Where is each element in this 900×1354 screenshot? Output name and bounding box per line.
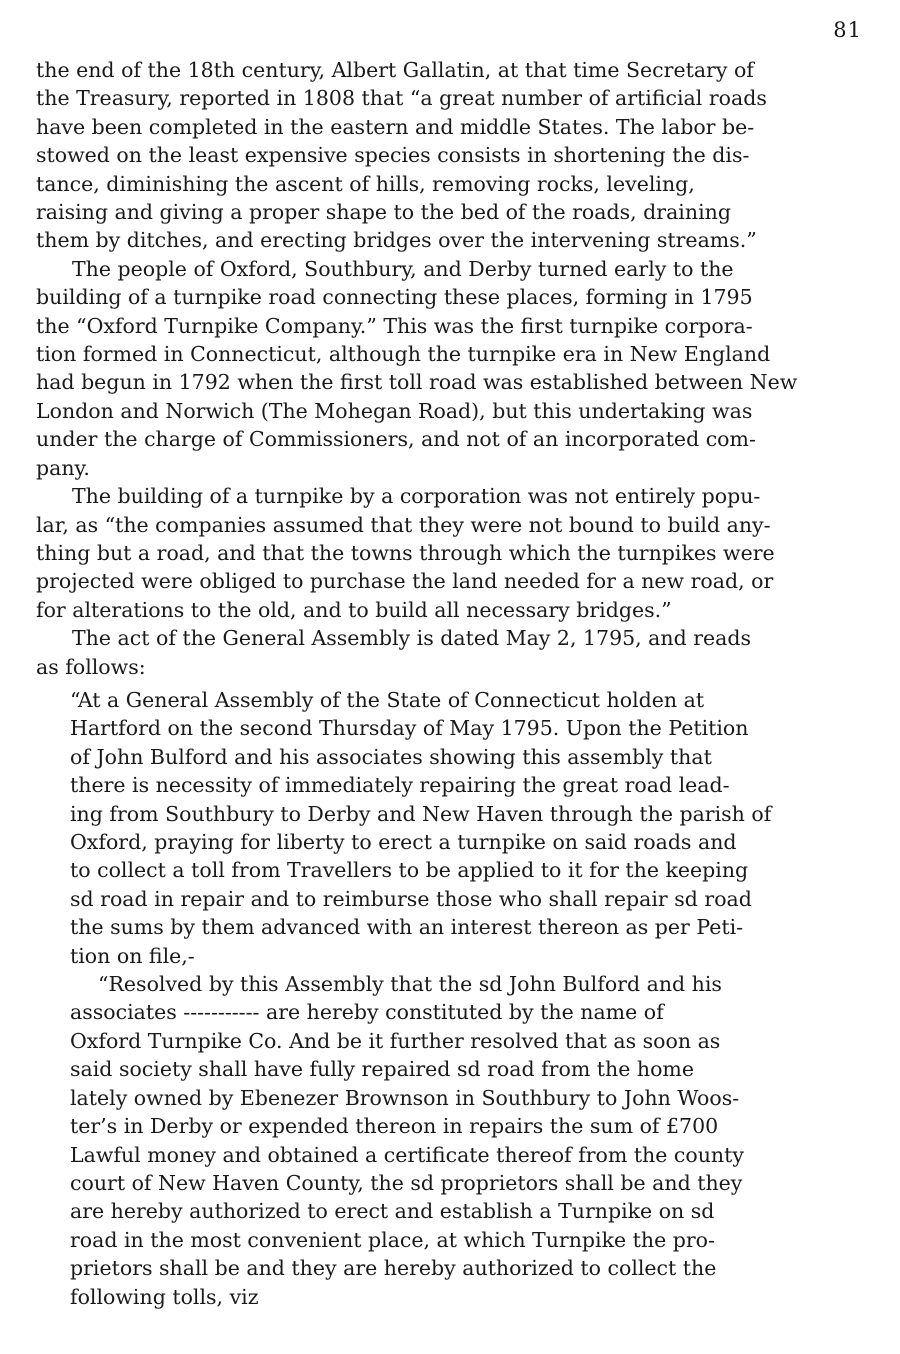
quoted-act-text	[70, 686, 870, 1311]
text-line: them by ditches, and erecting bridges over the intervening streams.”	[36, 228, 757, 253]
text-line: for alterations to the old, and to build all necessary bridges.”	[36, 597, 672, 622]
text-line: the Treasury, reported in 1808 that “a great number of artificial roads	[36, 86, 767, 111]
text-line: The people of Oxford, Southbury, and Derby turned early to the	[72, 256, 734, 281]
quote-line: sd road in repair and to reimburse those who shall repair sd road	[70, 886, 752, 911]
text-line: tion formed in Connecticut, although the turnpike era in New England	[36, 342, 771, 367]
text-line: building of a turnpike road connecting these places, forming in 1795	[36, 285, 753, 310]
quote-line: the sums by them advanced with an interest thereon as per Peti-	[70, 915, 744, 940]
quote-line: tion on file,-	[70, 943, 195, 968]
quote-line: ter’s in Derby or expended thereon in repairs the sum of £700	[70, 1114, 719, 1139]
quote-line: are hereby authorized to erect and establish a Turnpike on sd	[70, 1199, 715, 1224]
text-line: The building of a turnpike by a corporation was not entirely popu-	[72, 484, 761, 509]
text-line: under the charge of Commissioners, and not of an incorporated com-	[36, 427, 756, 452]
text-line: The act of the General Assembly is dated May 2, 1795, and reads	[72, 626, 752, 651]
quote-line: associates ----------- are hereby constituted by the name of	[70, 1000, 664, 1025]
quote-line: Hartford on the second Thursday of May 1795. Upon the Petition	[70, 716, 749, 741]
quote-line: Oxford Turnpike Co. And be it further resolved that as soon as	[70, 1028, 721, 1053]
text-line: lar, as “the companies assumed that they were not bound to build any-	[36, 512, 771, 537]
quote-line: of John Bulford and his associates showing this assembly that	[70, 744, 712, 769]
text-line: the end of the 18th century, Albert Gallatin, at that time Secretary of	[36, 58, 754, 82]
text-line: thing but a road, and that the towns through which the turnpikes were	[36, 540, 775, 565]
quote-line: said society shall have fully repaired sd road from the home	[70, 1057, 694, 1082]
quote-line: ing from Southbury to Derby and New Haven through the parish of	[70, 801, 772, 826]
text-line: tance, diminishing the ascent of hills, removing rocks, leveling,	[36, 171, 695, 196]
text-line: stowed on the least expensive species consists in shortening the dis-	[36, 143, 750, 168]
quote-line: Lawful money and obtained a certificate thereof from the county	[70, 1142, 744, 1167]
text-line: have been completed in the eastern and middle States. The labor be-	[36, 114, 755, 139]
text-line: raising and giving a proper shape to the bed of the roads, draining	[36, 200, 731, 225]
quote-line: to collect a toll from Travellers to be applied to it for the keeping	[70, 858, 749, 883]
quote-line: Oxford, praying for liberty to erect a turnpike on said roads and	[70, 830, 737, 855]
quote-line: following tolls, viz	[70, 1284, 259, 1309]
quote-line: court of New Haven County, the sd proprietors shall be and they	[70, 1170, 743, 1195]
quote-line: lately owned by Ebenezer Brownson in Southbury to John Woos-	[70, 1085, 740, 1110]
text-line: pany.	[36, 455, 90, 480]
text-line: as follows:	[36, 654, 146, 679]
quote-line: “At a General Assembly of the State of Connecticut holden at	[70, 688, 705, 712]
quote-line: there is necessity of immediately repairing the great road lead-	[70, 773, 730, 798]
text-line: the “Oxford Turnpike Company.” This was the first turnpike corpora-	[36, 313, 753, 338]
body-text	[36, 56, 881, 681]
text-line: projected were obliged to purchase the land needed for a new road, or	[36, 569, 774, 594]
text-line: London and Norwich (The Mohegan Road), but this undertaking was	[36, 398, 753, 423]
quote-line: prietors shall be and they are hereby authorized to collect the	[70, 1256, 717, 1281]
quote-line: road in the most convenient place, at which Turnpike the pro-	[70, 1227, 715, 1252]
text-line: had begun in 1792 when the first toll road was established between New	[36, 370, 798, 395]
page-number: 81	[833, 18, 862, 42]
quote-line: “Resolved by this Assembly that the sd John Bulford and his	[98, 972, 722, 997]
